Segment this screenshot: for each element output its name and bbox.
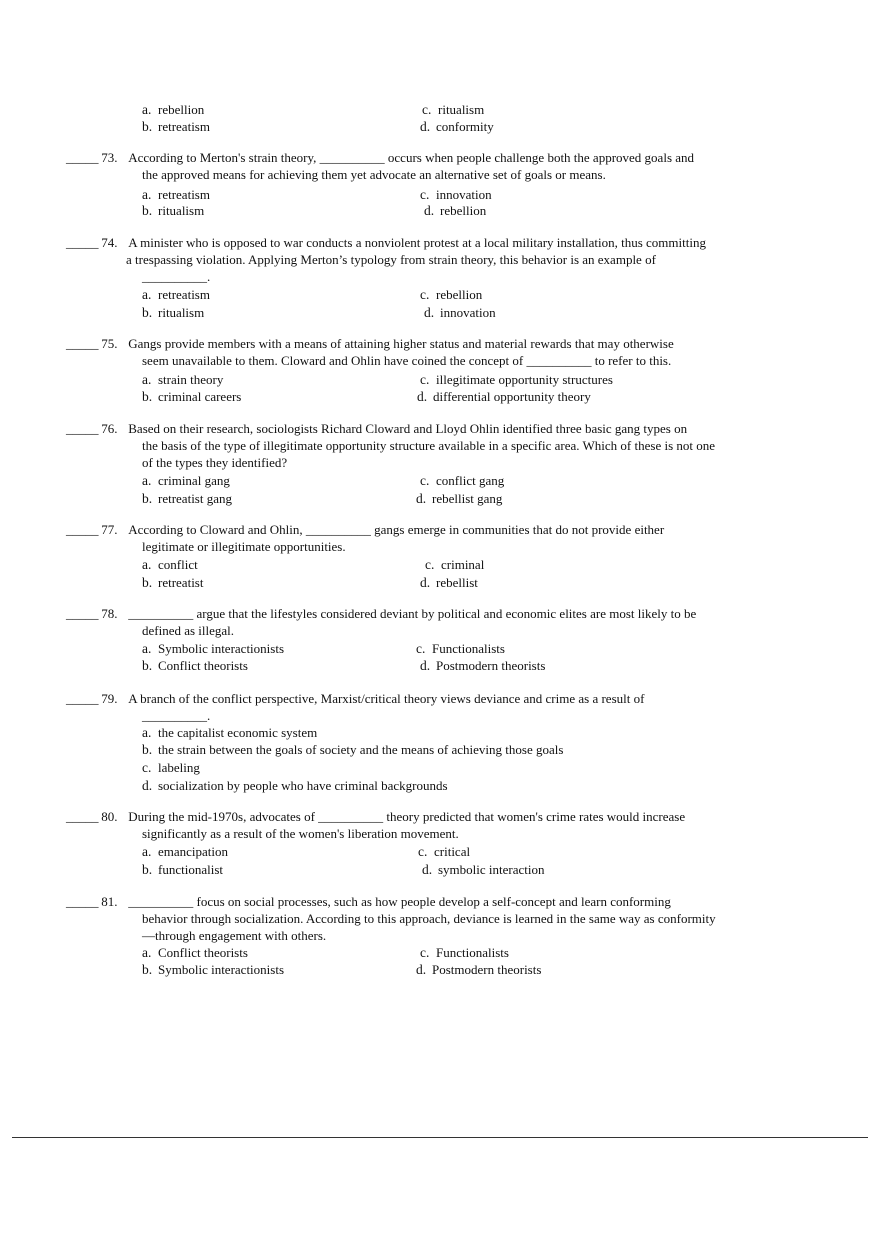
option-c: c. critical	[418, 844, 471, 859]
question-text-line: seem unavailable to them. Cloward and Ohlin have coined the concept of __________ to refer to this.	[142, 353, 672, 368]
question-77	[66, 521, 766, 555]
answer-blank[interactable]: _____	[66, 522, 99, 537]
question-number: 76.	[101, 421, 118, 436]
option-d: d. socialization by people who have criminal backgrounds	[142, 778, 448, 793]
answer-blank[interactable]: _____	[66, 235, 99, 250]
question-80	[66, 808, 766, 842]
option-c: c. Functionalists	[420, 945, 509, 960]
question-74	[66, 234, 766, 285]
question-75	[66, 335, 766, 369]
answer-blank[interactable]: _____	[66, 809, 99, 824]
question-text-line: significantly as a result of the women's liberation movement.	[142, 826, 459, 841]
option-d: d. rebellist gang	[416, 491, 503, 506]
question-number: 78.	[101, 606, 118, 621]
option-c: c. ritualism	[422, 102, 485, 117]
question-text-line: behavior through socialization. According to this approach, deviance is learned in the same way as conformity	[142, 911, 716, 926]
question-number: 80.	[101, 809, 118, 824]
option-a: a. rebellion	[142, 102, 205, 117]
option-d: d. differential opportunity theory	[417, 389, 591, 404]
question-text-line: __________ focus on social processes, such as how people develop a self-concept and learn conforming	[128, 894, 671, 909]
question-text-line: A minister who is opposed to war conducts a nonviolent protest at a local military installation, thus committing	[128, 235, 706, 250]
question-text-line: of the types they identified?	[142, 455, 288, 470]
question-number: 81.	[101, 894, 118, 909]
question-text-line: defined as illegal.	[142, 623, 235, 638]
question-text-line: the basis of the type of illegitimate opportunity structure available in a specific area. Which of these is not one	[142, 438, 716, 453]
option-b: b. retreatist gang	[142, 491, 232, 506]
option-a: a. the capitalist economic system	[142, 725, 318, 740]
question-text-line: __________ argue that the lifestyles considered deviant by political and economic elites are most likely to be	[128, 606, 697, 621]
option-a: a. retreatism	[142, 187, 210, 202]
question-text-line: __________.	[142, 269, 211, 284]
option-c: c. criminal	[425, 557, 485, 572]
option-d: d. symbolic interaction	[422, 862, 545, 877]
question-73	[66, 149, 766, 183]
option-b: b. retreatist	[142, 575, 204, 590]
question-text-line: According to Cloward and Ohlin, __________ gangs emerge in communities that do not provide either	[128, 522, 665, 537]
option-a: a. retreatism	[142, 287, 210, 302]
option-d: d. innovation	[424, 305, 496, 320]
option-d: d. rebellist	[420, 575, 478, 590]
footer-divider	[12, 1137, 868, 1138]
option-a: a. Symbolic interactionists	[142, 641, 285, 656]
option-c: c. labeling	[142, 760, 200, 775]
option-b: b. criminal careers	[142, 389, 242, 404]
question-number: 79.	[101, 691, 118, 706]
option-a: a. conflict	[142, 557, 198, 572]
answer-blank[interactable]: _____	[66, 150, 99, 165]
question-76	[66, 420, 766, 471]
question-text-line: a trespassing violation. Applying Merton’s typology from strain theory, this behavior is an example of	[126, 252, 656, 267]
question-text-line: Based on their research, sociologists Richard Cloward and Lloyd Ohlin identified three basic gang types on	[128, 421, 688, 436]
question-text-line: —through engagement with others.	[142, 928, 327, 943]
option-d: d. conformity	[420, 119, 494, 134]
question-78	[66, 605, 766, 639]
question-text-line: the approved means for achieving them yet advocate an alternative set of goals or means.	[142, 167, 606, 182]
answer-blank[interactable]: _____	[66, 421, 99, 436]
option-a: a. emancipation	[142, 844, 229, 859]
option-a: a. criminal gang	[142, 473, 230, 488]
option-b: b. ritualism	[142, 305, 205, 320]
answer-blank[interactable]: _____	[66, 606, 99, 621]
option-d: d. Postmodern theorists	[416, 962, 542, 977]
option-b: b. the strain between the goals of society and the means of achieving those goals	[142, 742, 564, 757]
question-text-line: According to Merton's strain theory, __________ occurs when people challenge both the approved goals and	[128, 150, 695, 165]
option-b: b. Conflict theorists	[142, 658, 248, 673]
question-79	[66, 690, 766, 724]
option-c: c. conflict gang	[420, 473, 505, 488]
option-a: a. Conflict theorists	[142, 945, 248, 960]
option-c: c. illegitimate opportunity structures	[420, 372, 613, 387]
question-number: 73.	[101, 150, 118, 165]
option-c: c. Functionalists	[416, 641, 505, 656]
question-number: 77.	[101, 522, 118, 537]
option-c: c. innovation	[420, 187, 492, 202]
question-text-line: __________.	[142, 708, 211, 723]
question-number: 74.	[101, 235, 118, 250]
option-b: b. retreatism	[142, 119, 210, 134]
question-text-line: During the mid-1970s, advocates of __________ theory predicted that women's crime rates would increase	[128, 809, 686, 824]
option-b: b. ritualism	[142, 203, 205, 218]
question-81	[66, 893, 766, 944]
option-d: d. rebellion	[424, 203, 487, 218]
option-d: d. Postmodern theorists	[420, 658, 546, 673]
question-text-line: legitimate or illegitimate opportunities.	[142, 539, 346, 554]
question-text-line: Gangs provide members with a means of attaining higher status and material rewards that may otherwise	[128, 336, 674, 351]
option-b: b. functionalist	[142, 862, 223, 877]
option-c: c. rebellion	[420, 287, 483, 302]
answer-blank[interactable]: _____	[66, 691, 99, 706]
option-a: a. strain theory	[142, 372, 224, 387]
answer-blank[interactable]: _____	[66, 336, 99, 351]
option-b: b. Symbolic interactionists	[142, 962, 285, 977]
answer-blank[interactable]: _____	[66, 894, 99, 909]
question-number: 75.	[101, 336, 118, 351]
question-text-line: A branch of the conflict perspective, Marxist/critical theory views deviance and crime as a result of	[128, 691, 645, 706]
